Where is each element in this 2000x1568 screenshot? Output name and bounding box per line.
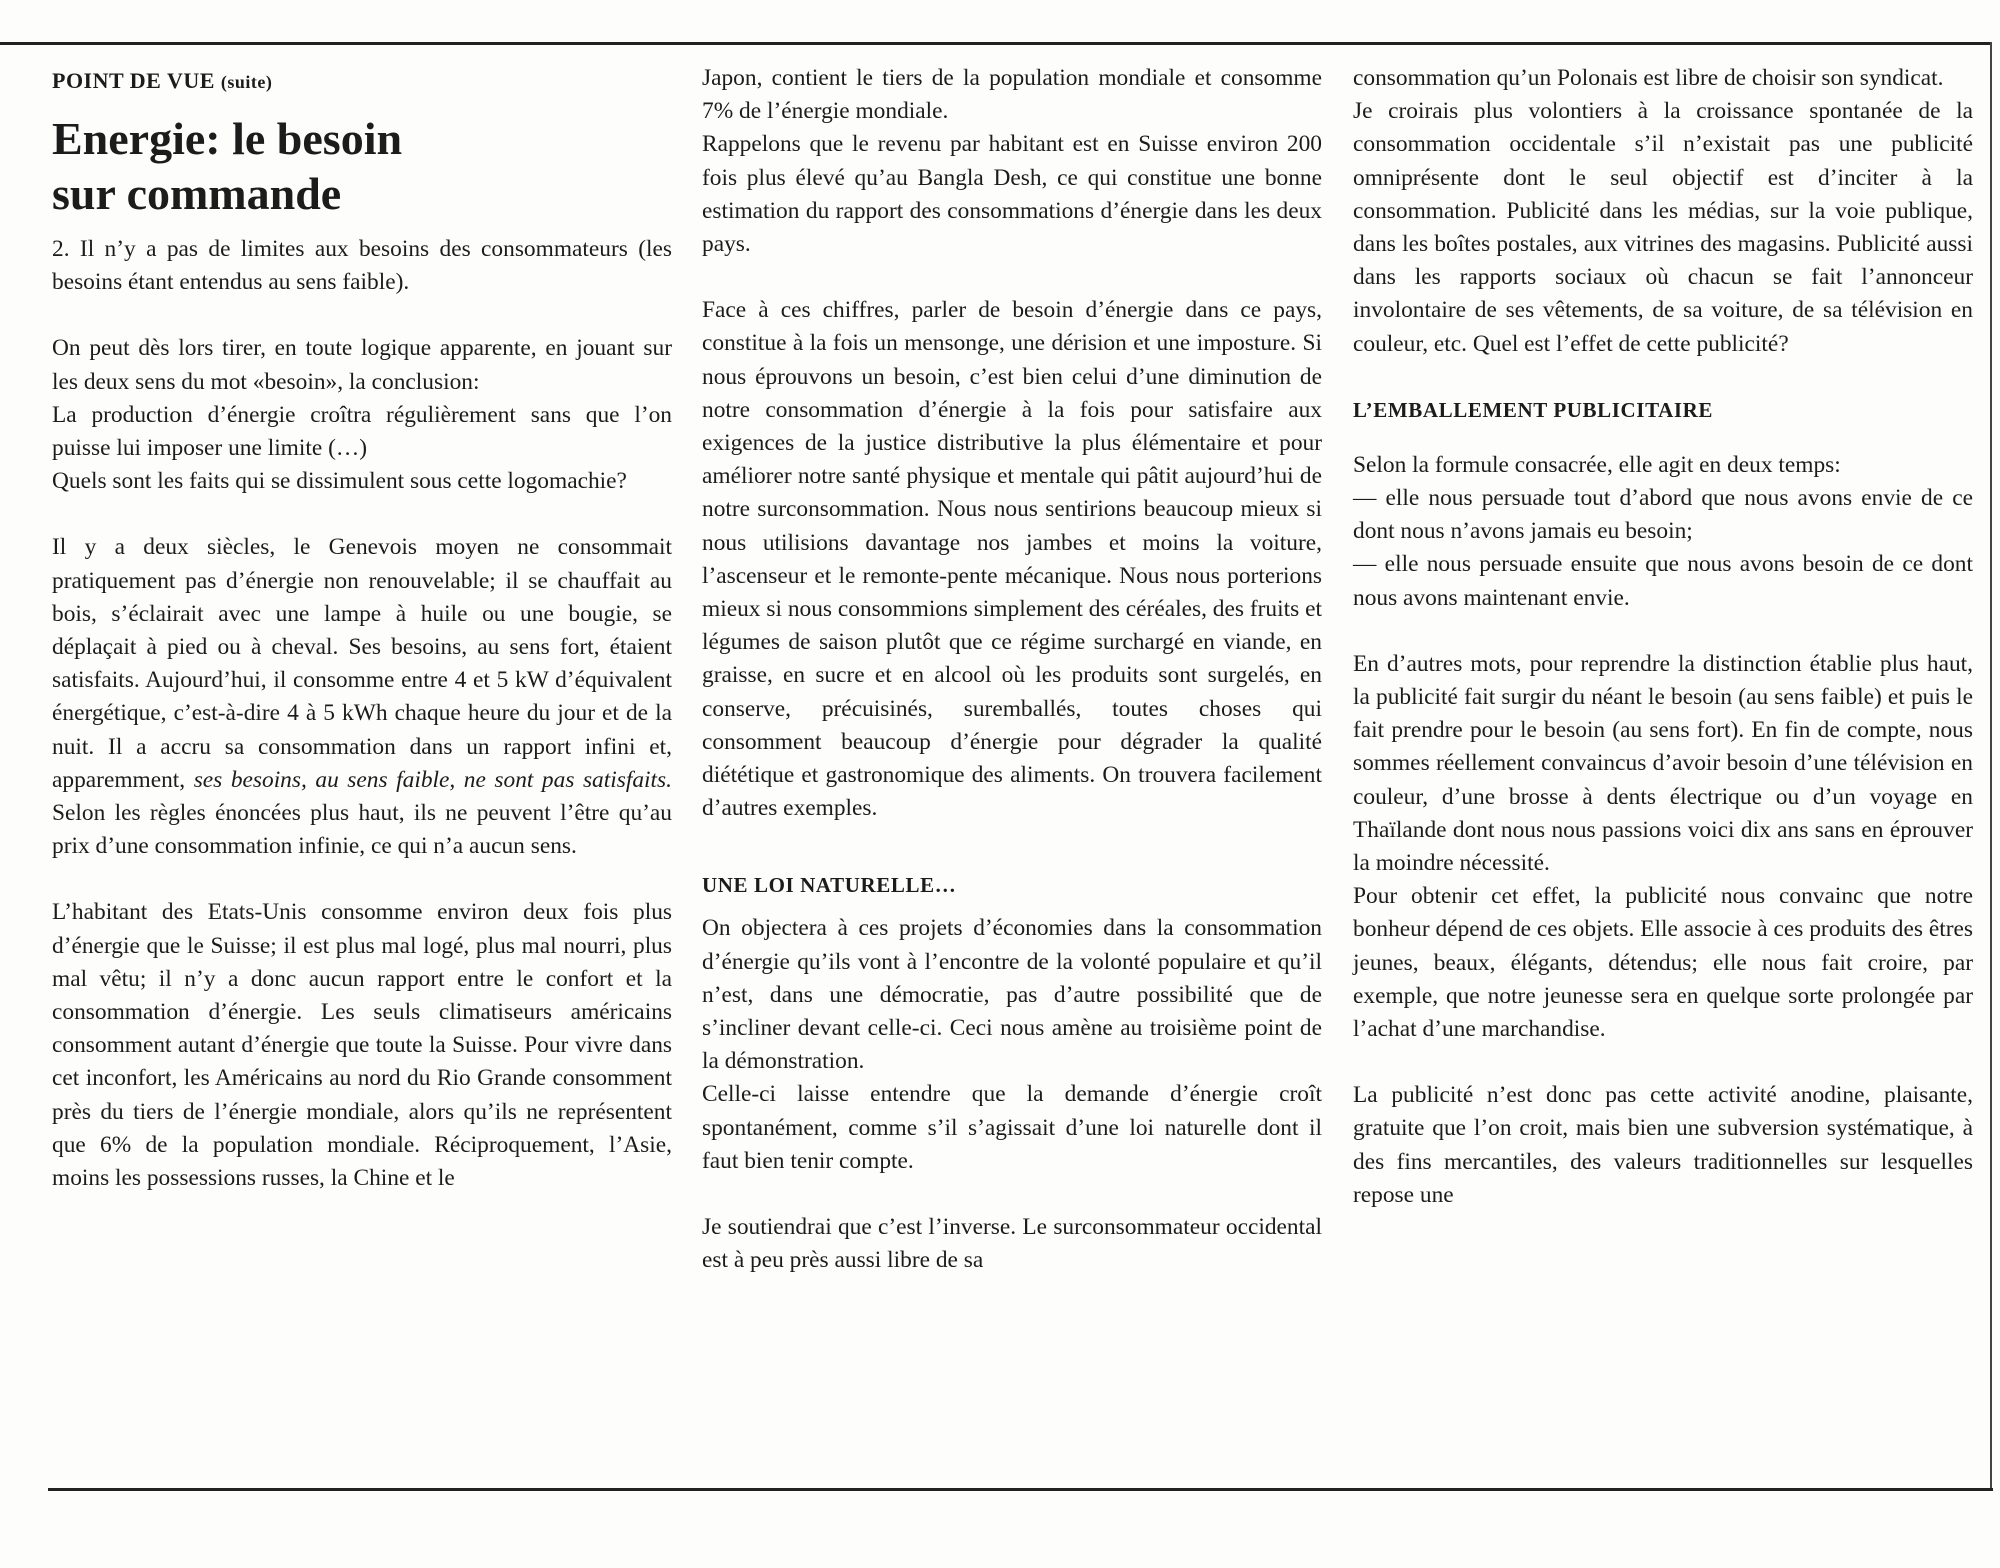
paragraph: — elle nous persuade ensuite que nous avons besoin de ce dont nous avons maintenant envie. (1353, 551, 1973, 611)
section-heading: L’EMBALLEMENT PUBLICITAIRE (1353, 397, 1714, 422)
section-heading: UNE LOI NATURELLE… (702, 873, 957, 898)
paragraph: En d’autres mots, pour reprendre la distinction établie plus haut, la publicité fait surgir du néant le besoin (au sens faible) et puis le fait prendre pour le besoin (au sens fort). En fin de compte, nous sommes réellement convaincus d’avoir besoin d’une télévision en couleur, d’une brosse à dents électrique ou d’un voyage en Thaïlande dont nous nous passions voici dix ans sans en éprouver la moindre nécessité. (1353, 650, 1973, 877)
headline-line-2: sur commande (52, 168, 342, 219)
emphasis-text: ses besoins, au sens faible, ne sont pas satisfaits. (193, 766, 672, 793)
bottom-rule (48, 1488, 1993, 1491)
column-3 (1353, 62, 1973, 1212)
paragraph: On peut dès lors tirer, en toute logique apparente, en jouant sur les deux sens du mot «besoin», la conclusion: (52, 335, 672, 395)
paragraph: Face à ces chiffres, parler de besoin d’énergie dans ce pays, constitue à la fois un mensonge, une dérision et une imposture. Si nous éprouvons un besoin, c’est bien celui d’une diminution de notre consommation d’énergie à la fois pour satisfaire aux exigences de la justice distributive la plus élémentaire et pour améliorer notre santé physique et mentale qui pâtit aujourd’hui de notre surconsommation. Nous nous sentirions beaucoup mieux si nous utilisions davantage nos jambes et moins la voiture, l’ascenseur et le remonte-pente mécanique. Nous nous porterions mieux si nous consommions simplement des céréales, des fruits et légumes de saison plutôt que ce régime surchargé en viande, en graisse, en sucre et en alcool où les produits sont surgelés, en conserve, précuisinés, suremballés, toutes choses qui consomment beaucoup d’énergie pour dégrader la qualité diététique et gastronomique des aliments. On trouvera facilement d’autres exemples. (702, 297, 1322, 822)
headline-line-1: Energie: le besoin (52, 113, 403, 164)
paragraph-text: Selon les règles énoncées plus haut, ils ne peuvent l’être qu’au prix d’une consommation infinie, ce qui n’a aucun sens. (52, 800, 672, 860)
right-rule (1990, 42, 1992, 1488)
paragraph: Je soutiendrai que c’est l’inverse. Le surconsommateur occidental est à peu près aussi libre de sa (702, 1214, 1322, 1274)
section-kicker (52, 66, 672, 97)
paragraph: Pour obtenir cet effet, la publicité nous convainc que notre bonheur dépend de ces objets. Elle associe à ces produits des êtres jeunes, beaux, élégants, détendus; elle nous fait croire, par exemple, que notre jeunesse sera en quelque sorte prolongée par l’achat d’une marchandise. (1353, 883, 1973, 1043)
paragraph: 2. Il n’y a pas de limites aux besoins des consommateurs (les besoins étant entendus au sens faible). (52, 236, 672, 296)
article-headline (52, 111, 672, 221)
paragraph: consommation qu’un Polonais est libre de choisir son syndicat. (1353, 65, 1944, 91)
paragraph: On objectera à ces projets d’économies dans la consommation d’énergie qu’ils vont à l’encontre de la volonté populaire et qu’il n’est, dans une démocratie, pas d’autre possibilité que de s’incliner devant celle-ci. Ceci nous amène au troisième point de la démonstration. (702, 915, 1322, 1075)
paragraph: La publicité n’est donc pas cette activité anodine, plaisante, gratuite que l’on croit, mais bien une subversion systématique, à des fins mercantiles, des valeurs traditionnelles sur lesquelles repose une (1353, 1082, 1973, 1208)
column-1 (52, 66, 672, 1195)
top-rule (0, 42, 1990, 45)
kicker-suffix: (suite) (220, 72, 273, 92)
paragraph: Quels sont les faits qui se dissimulent sous cette logomachie? (52, 468, 627, 495)
paragraph (52, 531, 672, 863)
paragraph: Selon la formule consacrée, elle agit en deux temps: (1353, 451, 1841, 478)
column-2 (702, 62, 1322, 1278)
paragraph: Rappelons que le revenu par habitant est en Suisse environ 200 fois plus élevé qu’au Bangla Desh, ce qui constitue une bonne estimation du rapport des consommations d’énergie dans les deux pays. (702, 131, 1322, 258)
paragraph: — elle nous persuade tout d’abord que nous avons envie de ce dont nous n’avons jamais eu besoin; (1353, 485, 1973, 545)
paragraph: L’habitant des Etats-Unis consomme environ deux fois plus d’énergie que le Suisse; il est plus mal logé, plus mal nourri, plus mal vêtu; il n’y a donc aucun rapport entre le confort et la consommation d’énergie. Les seuls climatiseurs américains consomment autant d’énergie que toute la Suisse. Pour vivre dans cet inconfort, les Américains au nord du Rio Grande consomment près du tiers de l’énergie mondiale, alors qu’ils ne représentent que 6% de la population mondiale. Réciproquement, l’Asie, moins les possessions russes, la Chine et le (52, 899, 672, 1192)
paragraph: Celle-ci laisse entendre que la demande d’énergie croît spontanément, comme s’il s’agissait d’une loi naturelle dont il faut bien tenir compte. (702, 1081, 1322, 1174)
paragraph: Je croirais plus volontiers à la croissance spontanée de la consommation occidentale s’il n’existait pas une publicité omniprésente dont le seul objectif est d’inciter à la consommation. Publicité dans les médias, sur la voie publique, dans les boîtes postales, aux vitrines des magasins. Publicité aussi dans les rapports sociaux où chacun se fait l’annonceur involontaire de ses vêtements, de sa voiture, de sa télévision en couleur, etc. Quel est l’effet de cette publicité? (1353, 98, 1973, 357)
kicker-text: POINT DE VUE (52, 68, 215, 93)
paragraph: Japon, contient le tiers de la population mondiale et consomme 7% de l’énergie mondiale. (702, 65, 1322, 125)
paragraph-text: Il y a deux siècles, le Genevois moyen ne consommait pratiquement pas d’énergie non renouvelable; il se chauffait au bois, s’éclairait avec une lampe à huile ou une bougie, se déplaçait à pied ou à cheval. Ses besoins, au sens fort, étaient satisfaits. Aujourd’hui, il consomme entre 4 et 5 kW d’équivalent énergétique, c’est-à-dire 4 à 5 kWh chaque heure du jour et de la nuit. Il a accru sa consommation dans un rapport infini et, apparemment, (52, 534, 672, 793)
paragraph: La production d’énergie croîtra régulièrement sans que l’on puisse lui imposer une limite (…) (52, 401, 672, 462)
